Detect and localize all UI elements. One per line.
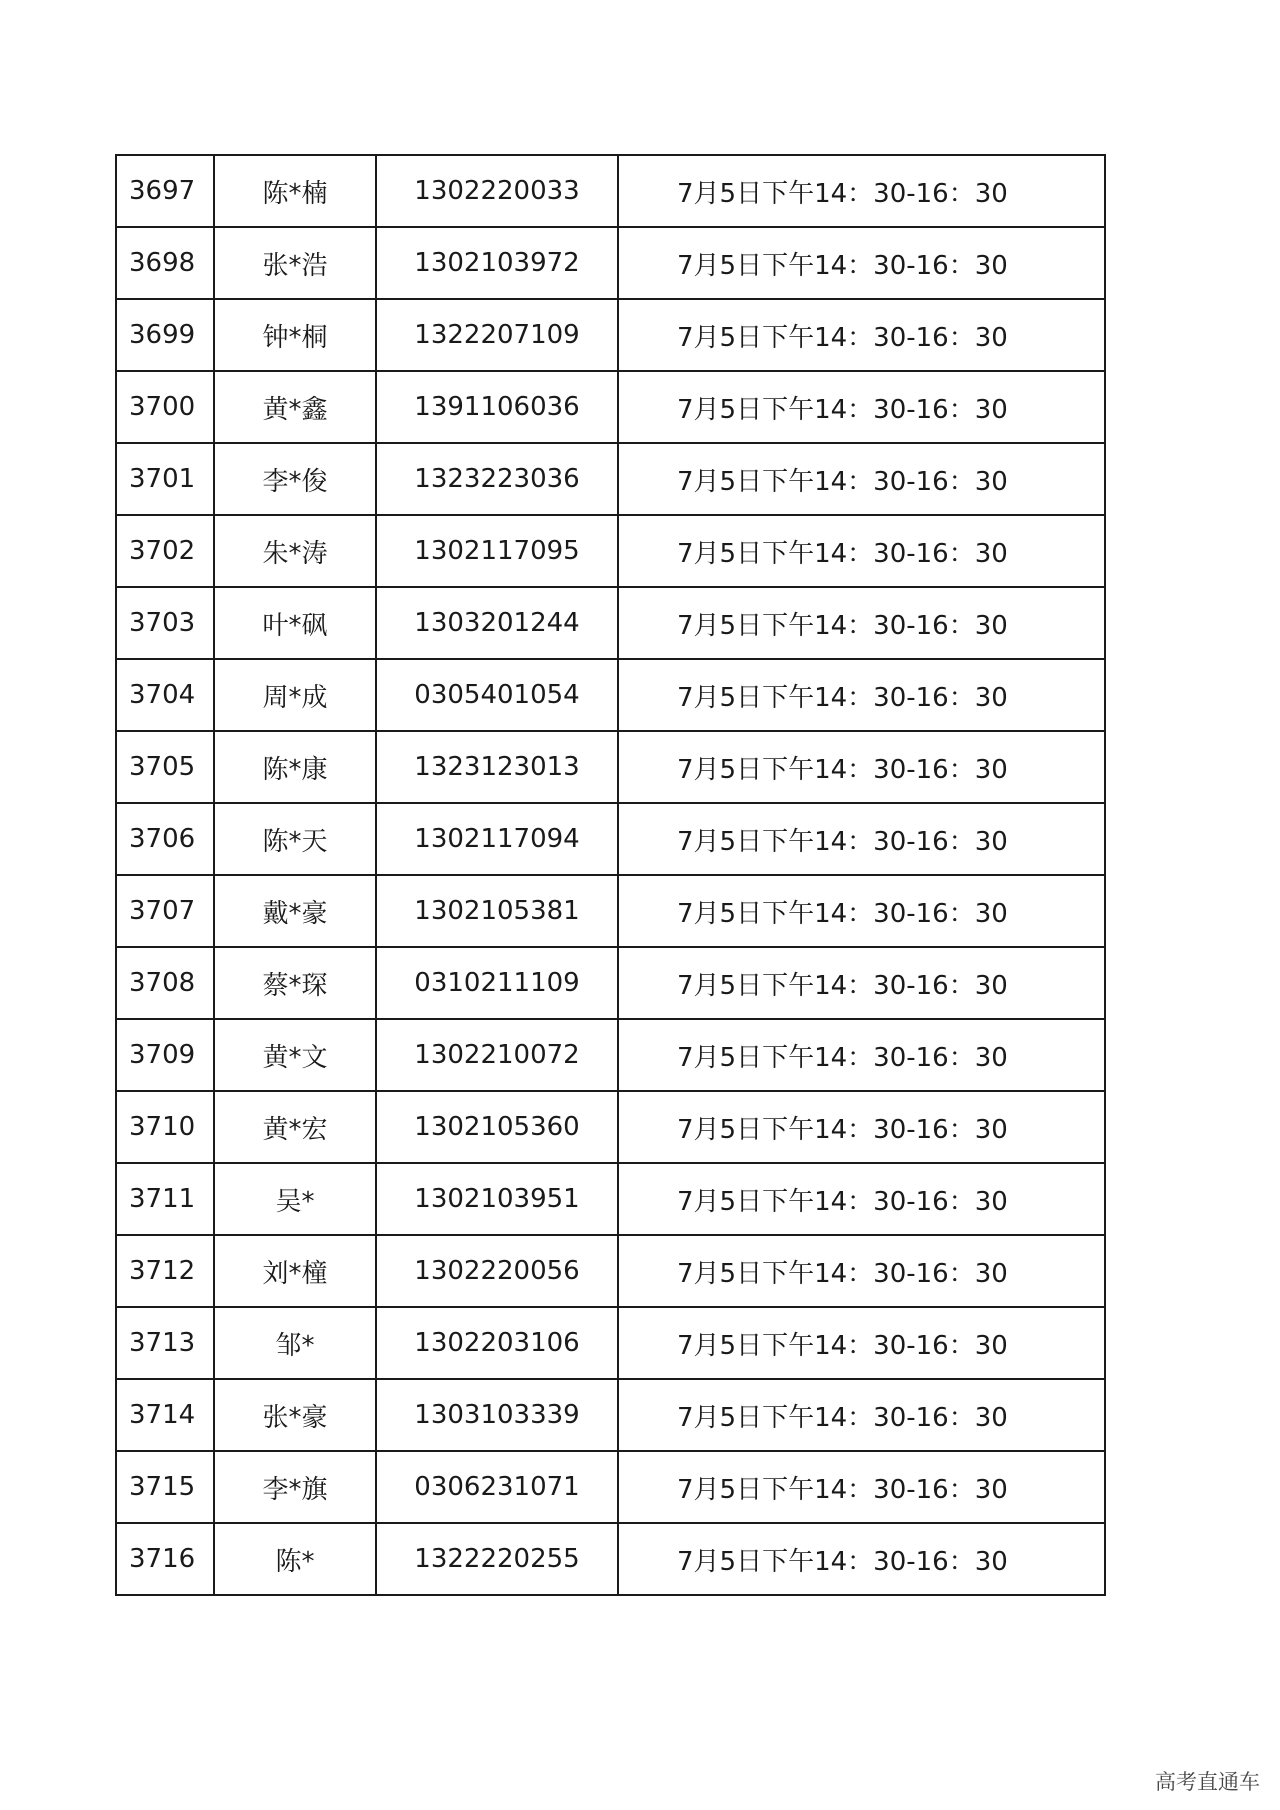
cell-name: 刘*橦 — [214, 1235, 376, 1307]
cell-id: 1303103339 — [376, 1379, 618, 1451]
cell-number: 3705 — [116, 731, 214, 803]
cell-time: 7月5日下午14：30-16：30 — [618, 299, 1105, 371]
cell-number: 3711 — [116, 1163, 214, 1235]
cell-time: 7月5日下午14：30-16：30 — [618, 1379, 1105, 1451]
table-row — [116, 1451, 1105, 1523]
cell-id: 0305401054 — [376, 659, 618, 731]
table-row — [116, 1523, 1105, 1595]
cell-time: 7月5日下午14：30-16：30 — [618, 1163, 1105, 1235]
cell-id: 1302203106 — [376, 1307, 618, 1379]
cell-number: 3706 — [116, 803, 214, 875]
cell-id: 1302220056 — [376, 1235, 618, 1307]
table-row — [116, 1163, 1105, 1235]
table-row — [116, 659, 1105, 731]
cell-id: 1323123013 — [376, 731, 618, 803]
cell-number: 3703 — [116, 587, 214, 659]
cell-number: 3700 — [116, 371, 214, 443]
cell-time: 7月5日下午14：30-16：30 — [618, 443, 1105, 515]
cell-time: 7月5日下午14：30-16：30 — [618, 587, 1105, 659]
cell-id: 1302210072 — [376, 1019, 618, 1091]
cell-number: 3707 — [116, 875, 214, 947]
cell-name: 陈*楠 — [214, 155, 376, 227]
cell-name: 吴* — [214, 1163, 376, 1235]
cell-number: 3708 — [116, 947, 214, 1019]
cell-number: 3712 — [116, 1235, 214, 1307]
cell-time: 7月5日下午14：30-16：30 — [618, 1091, 1105, 1163]
watermark: 高考直通车 — [1155, 1770, 1260, 1794]
cell-time: 7月5日下午14：30-16：30 — [618, 659, 1105, 731]
cell-id: 1302105360 — [376, 1091, 618, 1163]
table-row — [116, 1379, 1105, 1451]
cell-time: 7月5日下午14：30-16：30 — [618, 155, 1105, 227]
cell-id: 1302117094 — [376, 803, 618, 875]
cell-name: 朱*涛 — [214, 515, 376, 587]
cell-number: 3709 — [116, 1019, 214, 1091]
cell-id: 1323223036 — [376, 443, 618, 515]
cell-name: 陈*天 — [214, 803, 376, 875]
roster-table-body — [116, 155, 1105, 1595]
cell-name: 李*旗 — [214, 1451, 376, 1523]
table-row — [116, 443, 1105, 515]
cell-number: 3697 — [116, 155, 214, 227]
cell-id: 1302103972 — [376, 227, 618, 299]
cell-number: 3704 — [116, 659, 214, 731]
cell-name: 蔡*琛 — [214, 947, 376, 1019]
cell-number: 3713 — [116, 1307, 214, 1379]
cell-id: 0310211109 — [376, 947, 618, 1019]
cell-number: 3716 — [116, 1523, 214, 1595]
cell-name: 陈* — [214, 1523, 376, 1595]
cell-number: 3699 — [116, 299, 214, 371]
cell-time: 7月5日下午14：30-16：30 — [618, 803, 1105, 875]
cell-number: 3715 — [116, 1451, 214, 1523]
cell-name: 黄*鑫 — [214, 371, 376, 443]
table-row — [116, 1019, 1105, 1091]
cell-name: 钟*桐 — [214, 299, 376, 371]
cell-id: 1302220033 — [376, 155, 618, 227]
table-row — [116, 587, 1105, 659]
cell-id: 1302103951 — [376, 1163, 618, 1235]
cell-time: 7月5日下午14：30-16：30 — [618, 515, 1105, 587]
roster-table — [115, 154, 1106, 1596]
table-row — [116, 875, 1105, 947]
cell-id: 1302105381 — [376, 875, 618, 947]
cell-time: 7月5日下午14：30-16：30 — [618, 371, 1105, 443]
cell-name: 李*俊 — [214, 443, 376, 515]
cell-number: 3710 — [116, 1091, 214, 1163]
cell-time: 7月5日下午14：30-16：30 — [618, 947, 1105, 1019]
cell-time: 7月5日下午14：30-16：30 — [618, 1451, 1105, 1523]
table-row — [116, 299, 1105, 371]
cell-id: 1303201244 — [376, 587, 618, 659]
table-row — [116, 515, 1105, 587]
cell-number: 3702 — [116, 515, 214, 587]
table-row — [116, 731, 1105, 803]
table-row — [116, 803, 1105, 875]
table-row — [116, 1307, 1105, 1379]
cell-time: 7月5日下午14：30-16：30 — [618, 227, 1105, 299]
cell-name: 黄*宏 — [214, 1091, 376, 1163]
cell-id: 1302117095 — [376, 515, 618, 587]
cell-name: 叶*砜 — [214, 587, 376, 659]
cell-time: 7月5日下午14：30-16：30 — [618, 1019, 1105, 1091]
cell-number: 3701 — [116, 443, 214, 515]
cell-name: 黄*文 — [214, 1019, 376, 1091]
cell-number: 3714 — [116, 1379, 214, 1451]
table-row — [116, 1235, 1105, 1307]
table-row — [116, 947, 1105, 1019]
cell-time: 7月5日下午14：30-16：30 — [618, 1235, 1105, 1307]
cell-name: 戴*豪 — [214, 875, 376, 947]
cell-number: 3698 — [116, 227, 214, 299]
cell-name: 陈*康 — [214, 731, 376, 803]
cell-id: 1322220255 — [376, 1523, 618, 1595]
cell-name: 张*豪 — [214, 1379, 376, 1451]
cell-name: 邹* — [214, 1307, 376, 1379]
cell-id: 1391106036 — [376, 371, 618, 443]
cell-time: 7月5日下午14：30-16：30 — [618, 731, 1105, 803]
table-row — [116, 1091, 1105, 1163]
cell-time: 7月5日下午14：30-16：30 — [618, 1307, 1105, 1379]
table-row — [116, 371, 1105, 443]
cell-time: 7月5日下午14：30-16：30 — [618, 1523, 1105, 1595]
cell-name: 张*浩 — [214, 227, 376, 299]
table-row — [116, 227, 1105, 299]
table-row — [116, 155, 1105, 227]
cell-id: 1322207109 — [376, 299, 618, 371]
cell-id: 0306231071 — [376, 1451, 618, 1523]
cell-name: 周*成 — [214, 659, 376, 731]
cell-time: 7月5日下午14：30-16：30 — [618, 875, 1105, 947]
